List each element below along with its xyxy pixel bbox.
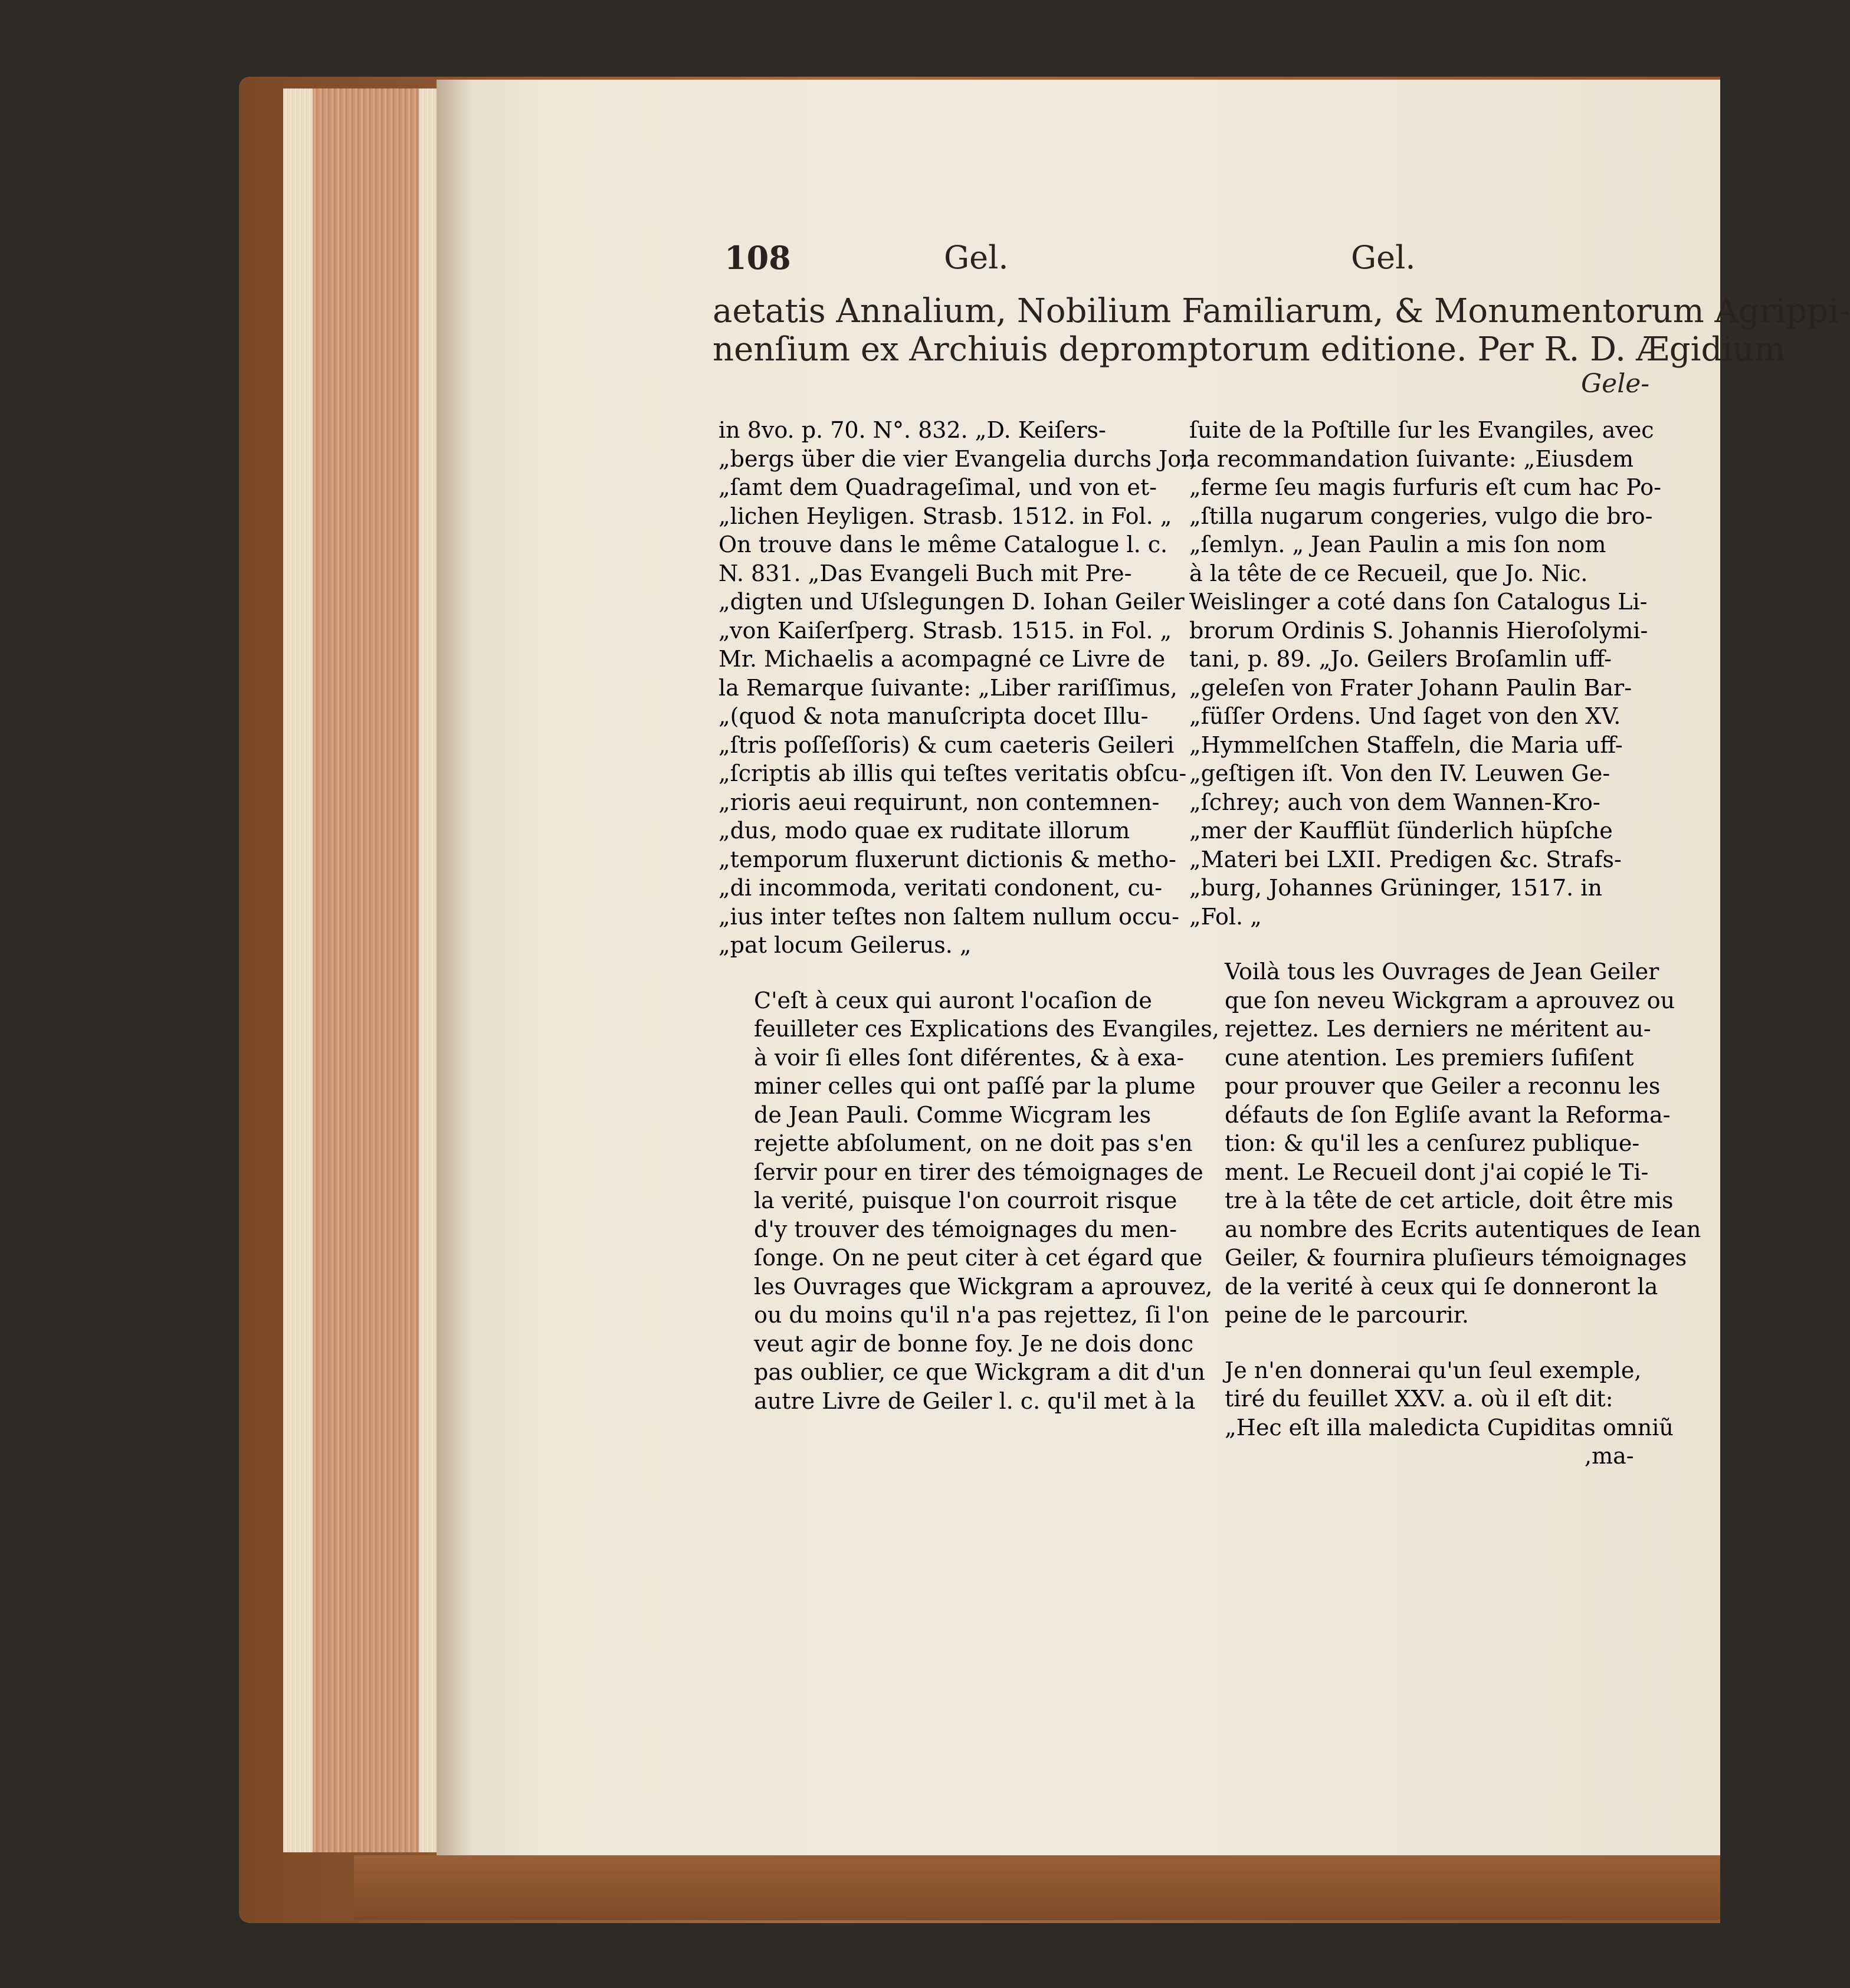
text-line: „Fol. „ [1189,903,1262,930]
text-line: „mer der Kaufflüt ſünderlich hüpſche [1189,818,1613,844]
text-line: ſervir pour en tirer des témoignages de [754,1159,1203,1185]
title-line-3: Gele- [1581,369,1650,399]
text-line: ſonge. On ne peut citer à cet égard que [754,1245,1203,1271]
text-line: „geſtigen iſt. Von den IV. Leuwen Ge- [1189,760,1610,786]
text-line: „ſtilla nugarum congeries, vulgo die bro- [1189,503,1653,529]
text-line: „Materi bei LXII. Predigen &c. Strafs- [1189,846,1622,872]
book-cover-bottom [354,1855,1720,1920]
text-line: „rioris aeui requirunt, non contemnen- [719,789,1160,815]
text-line: „Hec eſt illa maledicta Cupiditas omniũ [1225,1414,1674,1441]
red-page-edges [313,88,419,1852]
running-head-left: Gel. [944,239,1009,276]
text-line: veut agir de bonne foy. Je ne dois donc [754,1330,1194,1357]
text-line: que ſon neveu Wickgram a aprouvez ou [1225,987,1675,1013]
text-line: „dus, modo quae ex ruditate illorum [719,818,1130,844]
text-line: autre Livre de Geiler l. c. qu'il met à la [754,1387,1196,1414]
text-line: la Remarque ſuivante: „Liber rariſſimus, [719,674,1177,701]
text-line: „burg, Johannes Grüninger, 1517. in [1189,875,1602,901]
text-line: défauts de ſon Egliſe avant la Reforma- [1225,1101,1671,1128]
text-line: „ſchrey; auch von dem Wannen-Kro- [1189,789,1600,815]
text-line: Mr. Michaelis a acompagné ce Livre de [719,646,1166,672]
text-line: On trouve dans le même Catalogue l. c. [719,532,1168,557]
text-line: „lichen Heyligen. Strasb. 1512. in Fol. „ [719,503,1172,529]
text-line: tre à la tête de cet article, doit être mis [1225,1187,1674,1213]
text-line: à la tête de ce Recueil, que Jo. Nic. [1189,560,1588,586]
right-paragraph-2 [1189,957,1701,1330]
text-line: in 8vo. p. 70. N°. 832. „D. Keiſers- [719,417,1106,443]
text-line: rejette abſolument, on ne doit pas s'en [754,1130,1193,1156]
text-line: peine de le parcourir. [1225,1302,1469,1328]
text-line: à voir ſi elles ſont diférentes, & à exa- [754,1044,1185,1071]
text-line: la recommandation ſuivante: „Eiusdem [1189,445,1634,472]
text-line: brorum Ordinis S. Johannis Hieroſolymi- [1189,617,1648,644]
text-line: „digten und Uſslegungen D. Iohan Geiler [719,589,1185,615]
gutter-shadow [437,80,472,1855]
text-line: rejettez. Les derniers ne méritent au- [1225,1016,1651,1042]
text-line: Geiler, & fournira pluſieurs témoignages [1225,1245,1687,1271]
left-column [719,416,1219,1415]
text-line: pour prouver que Geiler a reconnu les [1225,1073,1661,1099]
text-line: „ſtris poſſeſſoris) & cum caeteris Geileri [719,731,1175,758]
text-line: „Hymmelſchen Staffeln, die Maria uff- [1189,731,1623,758]
text-line: de Jean Pauli. Comme Wicgram les [754,1101,1152,1128]
text-line: „bergs über die vier Evangelia durchs Jor, [719,445,1197,472]
text-line: tion: & qu'il les a cenſurez publique- [1225,1130,1640,1156]
text-line: „pat locum Geilerus. „ [719,932,972,958]
text-line: „ſamt dem Quadrageſimal, und von et- [719,474,1157,500]
text-line: „ſemlyn. „ Jean Paulin a mis ſon nom [1189,532,1606,557]
text-line: „ius inter teſtes non ſaltem nullum occu- [719,903,1179,930]
text-line: „ferme ſeu magis furfuris eſt cum hac Po- [1189,474,1662,500]
catchword: ,ma- [1585,1443,1634,1469]
text-line: „geleſen von Frater Johann Paulin Bar- [1189,674,1632,701]
text-line: Je n'en donnerai qu'un ſeul exemple, [1225,1357,1642,1383]
text-line: pas oublier, ce que Wickgram a dit d'un [754,1359,1205,1385]
text-line: Voilà tous les Ouvrages de Jean Geiler [1225,959,1659,985]
text-line: „temporum fluxerunt dictionis & metho- [719,846,1176,872]
text-line: ou du moins qu'il n'a pas rejettez, ſi l'on [754,1302,1209,1328]
text-line: les Ouvrages que Wickgram a aprouvez, [754,1273,1213,1300]
right-column [1189,416,1701,1471]
text-line: „di incommoda, veritati condonent, cu- [719,875,1163,901]
text-line: miner celles qui ont paſſé par la plume [754,1073,1196,1099]
right-paragraph-3 [1189,1356,1674,1442]
text-line: au nombre des Ecrits autentiques de Iean [1225,1216,1701,1242]
text-line: feuilleter ces Explications des Evangiles, [754,1016,1219,1042]
text-line: N. 831. „Das Evangeli Buch mit Pre- [719,560,1132,586]
text-line: C'eſt à ceux qui auront l'ocaſion de [754,987,1152,1013]
left-paragraph-2 [719,986,1219,1416]
title-line-1: aetatis Annalium, Nobilium Familiarum, & Monumentorum Agrippi- [713,292,1850,330]
text-line: „von Kaiſerſperg. Strasb. 1515. in Fol. „ [719,617,1172,644]
text-line: Weislinger a coté dans ſon Catalogus Li- [1189,589,1648,615]
text-line: de la verité à ceux qui ſe donneront la [1225,1273,1658,1300]
text-line: tiré du feuillet XXV. a. où il eſt dit: [1225,1386,1613,1412]
title-line-2: nenſium ex Archiuis depromptorum editione. Per R. D. Ægidium [713,330,1786,369]
page-number: 108 [724,239,791,277]
text-line: „(quod & nota manuſcripta docet Illu- [719,703,1149,729]
text-line: „füſſer Ordens. Und ſaget von den XV. [1189,703,1621,729]
right-paragraph-1 [1189,416,1667,931]
text-line: la verité, puisque l'on courroit risque [754,1187,1177,1213]
left-paragraph-1 [719,416,1196,960]
running-head-right: Gel. [1351,239,1416,276]
text-line: d'y trouver des témoignages du men- [754,1216,1177,1242]
text-line: ſuite de la Poſtille ſur les Evangiles, avec [1189,417,1654,443]
text-line: tani, p. 89. „Jo. Geilers Broſamlin uff- [1189,646,1612,672]
text-line: cune atention. Les premiers ſufiſent [1225,1044,1634,1071]
text-line: ment. Le Recueil dont j'ai copié le Ti- [1225,1159,1649,1185]
text-line: „ſcriptis ab illis qui teſtes veritatis obſcu- [719,760,1187,786]
